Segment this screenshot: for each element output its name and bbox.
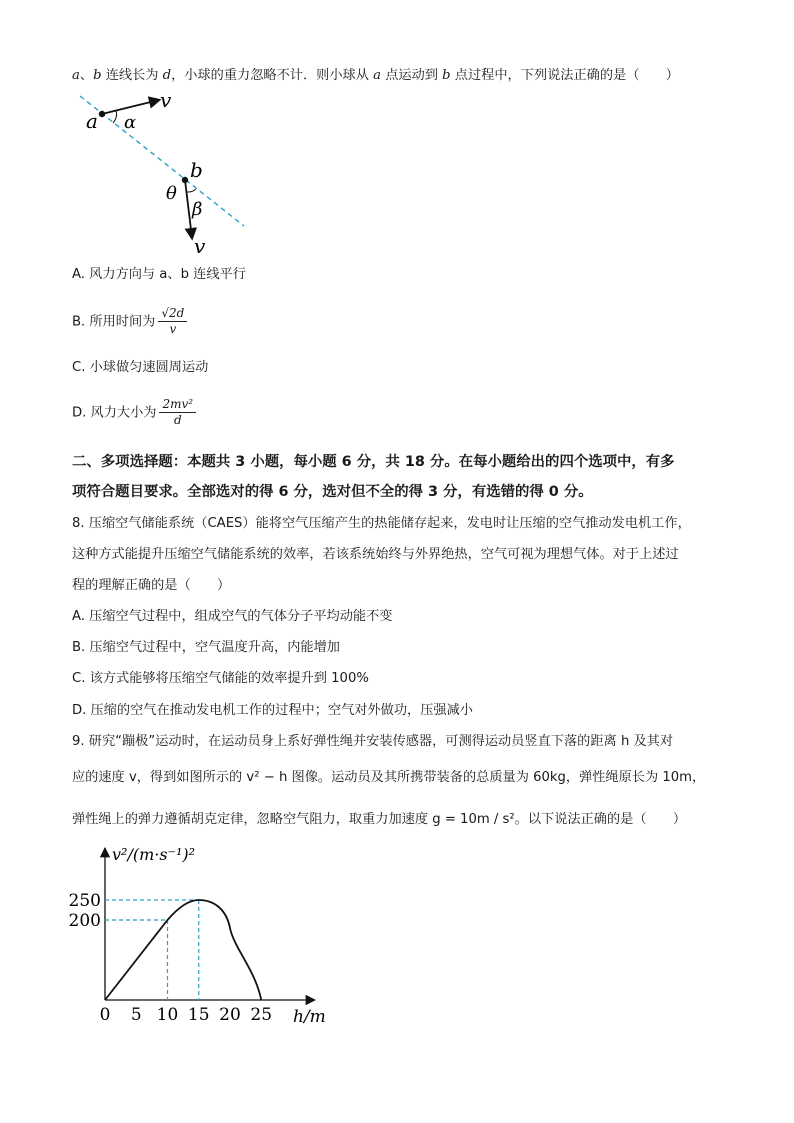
q7-option-a[interactable]: A. 风力方向与 a、b 连线平行 [72,267,246,282]
x-tick-label: 5 [130,1005,142,1025]
x-tick-label: 10 [156,1005,179,1025]
q7-motion-diagram [72,88,272,258]
x-tick-label: 20 [219,1005,241,1025]
q7-option-c[interactable]: C. 小球做匀速圆周运动 [72,360,209,375]
stem-point-b: b [93,68,102,83]
y-tick-label: 250 [68,891,101,911]
label-a: a [86,109,98,133]
q7-stem: a、b 连线长为 d，小球的重力忽略不计．则小球从 a 点运动到 b 点过程中，下列说法正确的是（ ） [72,68,679,83]
label-beta: β [192,199,203,220]
label-theta: θ [166,183,177,204]
q8-stem-line1: 8. 压缩空气储能系统（CAES）能将空气压缩产生的热能储存起来，发电时让压缩的空气推动发电机工作， [72,516,691,531]
q8-option-c[interactable]: C. 该方式能够将压缩空气储能的效率提升到 100% [72,671,369,686]
time-fraction: $\frac{√2d}{v}$ [158,306,187,337]
q7-option-d[interactable]: D. 风力大小为 $\frac{\text{2mv²}}{d}$ [72,397,196,428]
label-v-bottom: v [194,234,206,258]
q9-stem-line1: 9. 研究“蹦极”运动时，在运动员身上系好弹性绳并安装传感器，可测得运动员竖直下落的距离 h 及其对 [72,734,674,749]
section2-heading-line2: 项符合题目要求。全部选对的得 6 分，选对但不全的得 3 分，有选错的得 0 分。 [72,484,593,500]
x-tick-label: 0 [99,1005,111,1025]
x-tick-label: 15 [187,1005,210,1025]
section2-heading-line1: 二、多项选择题：本题共 3 小题，每小题 6 分，共 18 分。在每小题给出的四个选项中，有多 [72,454,675,470]
y-tick-label: 200 [68,911,101,931]
y-axis-label: v²/(m·s⁻¹)² [112,845,196,864]
label-b: b [190,158,203,182]
velocity-arrow-b [185,180,192,238]
v2-h-chart [60,838,350,1038]
label-v-top: v [160,88,172,112]
beta-arc [187,189,196,192]
q8-option-b[interactable]: B. 压缩空气过程中，空气温度升高，内能增加 [72,640,340,655]
v2-h-curve [105,900,261,1000]
x-tick-label: 25 [250,1005,273,1025]
stem-length-d: d [162,68,172,83]
force-fraction: $\frac{\text{2mv²}}{d}$ [159,397,196,428]
q7-option-b[interactable]: B. 所用时间为 $\frac{√2d}{v}$ [72,306,187,337]
q9-stem-line3: 弹性绳上的弹力遵循胡克定律，忽略空气阻力，取重力加速度 g = 10m / s²。以下说法正确的是（ ） [72,812,687,827]
q8-option-d[interactable]: D. 压缩的空气在推动发电机工作的过程中；空气对外做功，压强减小 [72,703,473,718]
stem-point-a: a [72,68,80,83]
label-alpha: α [124,112,137,133]
x-axis-label: h/m [293,1007,326,1027]
q8-option-a[interactable]: A. 压缩空气过程中，组成空气的气体分子平均动能不变 [72,609,393,624]
q8-stem-line2: 这种方式能提升压缩空气储能系统的效率，若该系统始终与外界绝热，空气可视为理想气体。对于上述过 [72,547,679,562]
q9-stem-line2: 应的速度 v，得到如图所示的 v² − h 图像。运动员及其所携带装备的总质量为 60kg，弹性绳原长为 10m， [72,770,706,785]
q8-stem-line3: 程的理解正确的是（ ） [72,578,231,593]
